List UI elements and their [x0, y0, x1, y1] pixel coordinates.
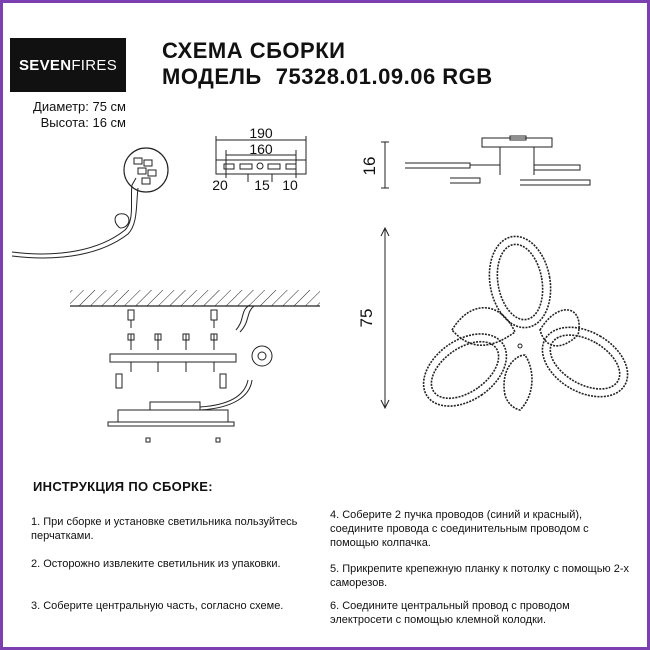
instruction-step-2: 2. Осторожно извлеките светильник из упаковки. — [31, 558, 281, 570]
model-label: МОДЕЛЬ — [162, 64, 262, 89]
top-diameter-label: 75 — [357, 308, 376, 328]
plate-dim-total: 190 — [249, 125, 273, 141]
instructions-heading: ИНСТРУКЦИЯ ПО СБОРКЕ: — [33, 479, 213, 494]
brand-logo-fires: FIRES — [71, 56, 118, 74]
diameter-dimension — [381, 228, 389, 408]
plate-dim-right: 10 — [282, 177, 298, 193]
wire-bundle-illustration — [12, 148, 168, 258]
instruction-step-1: 1. При сборке и установке светильника пользуйтесь перчатками. — [31, 516, 298, 542]
chandelier-center-point — [518, 344, 522, 348]
side-view-drawing — [381, 136, 590, 188]
diameter-text: Диаметр: 75 см — [33, 99, 126, 114]
side-height-label: 16 — [360, 156, 379, 176]
plate-dim-inner: 160 — [249, 141, 273, 157]
instruction-step-6: 6. Соедините центральный провод с проводом электросети с помощью клемной колодки. — [330, 600, 570, 626]
ceiling-section — [70, 290, 320, 306]
instruction-step-4: 4. Соберите 2 пучка проводов (синий и красный), соедините провода с соединительным проводом с помощью колпачка. — [330, 509, 589, 549]
brand-logo-seven: SEVEN — [18, 56, 72, 74]
plate-dim-left: 20 — [212, 177, 228, 193]
instruction-step-3: 3. Соберите центральную часть, согласно схеме. — [31, 600, 284, 612]
plate-dim-mid: 15 — [254, 177, 270, 193]
instruction-step-5: 5. Прикрепите крепежную планку к потолку с помощью 2-х саморезов. — [330, 563, 630, 589]
chandelier-top-view — [410, 231, 640, 420]
height-text: Высота: 16 см — [40, 115, 126, 130]
page-title: СХЕМА СБОРКИ — [162, 38, 346, 63]
plate-assembly-drawing — [108, 305, 272, 442]
model-number: 75328.01.09.06 RGB — [275, 64, 493, 89]
